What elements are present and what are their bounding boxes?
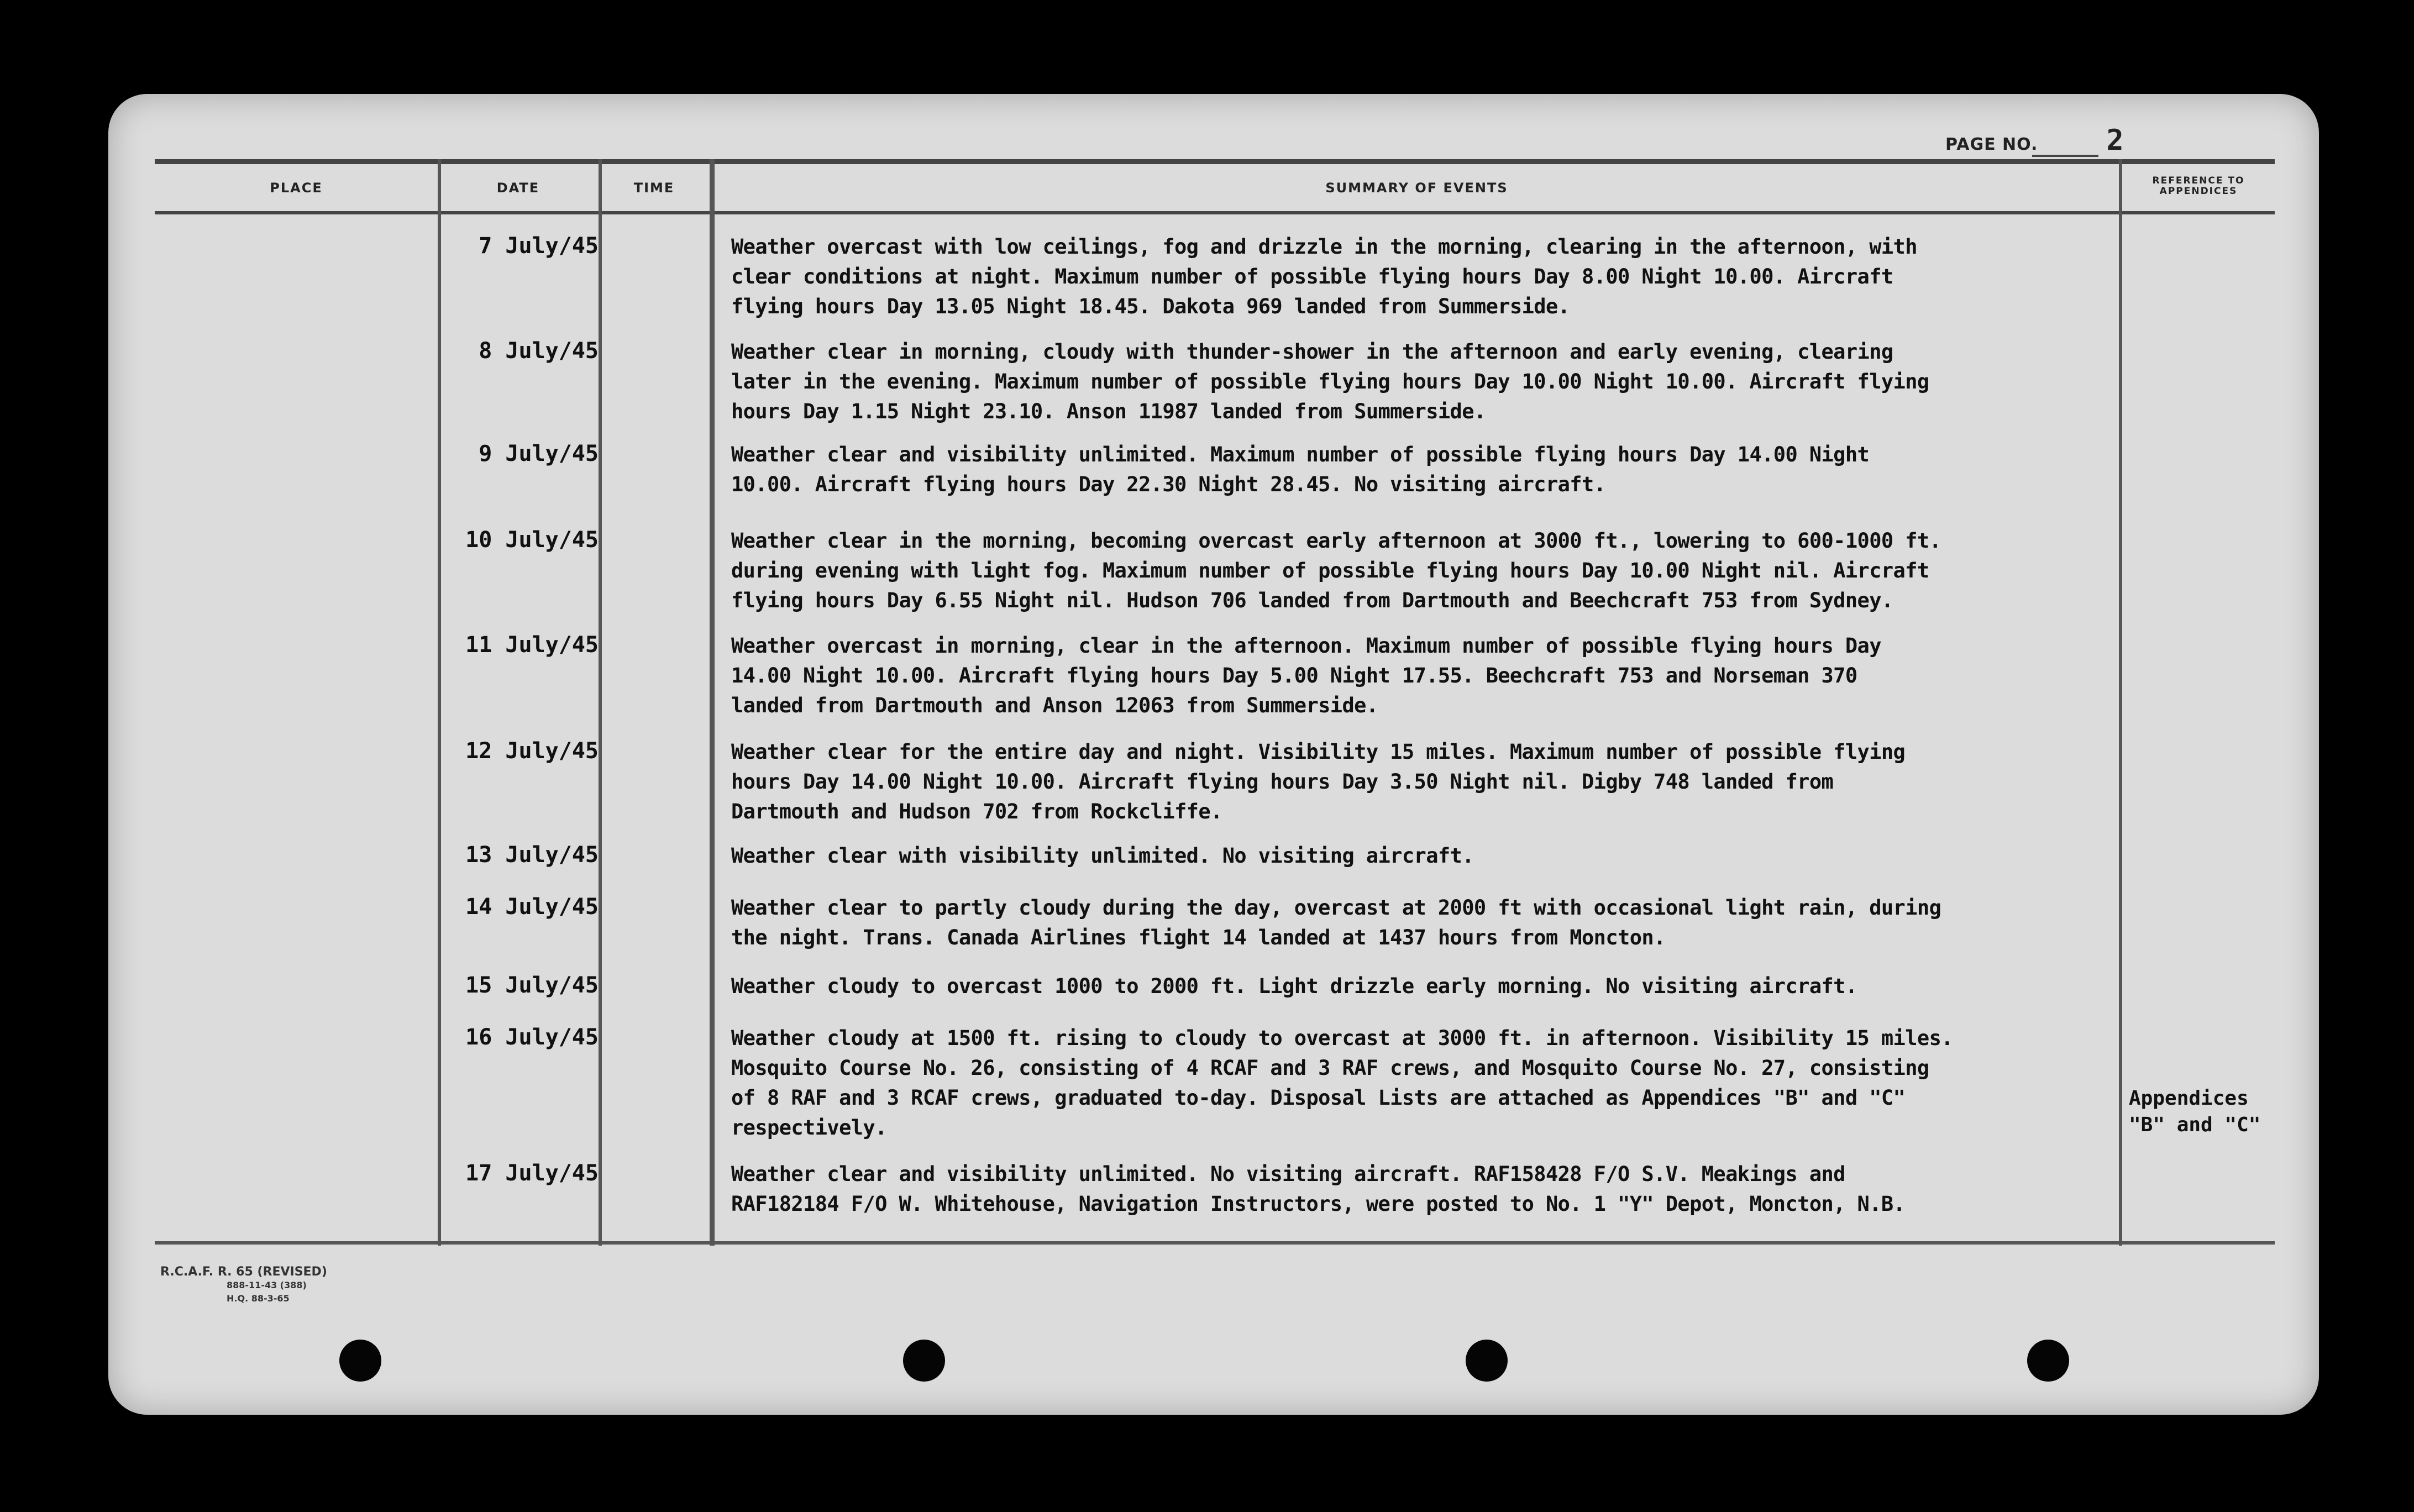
entry-date: 9 July/45: [479, 441, 599, 466]
entry-date: 8 July/45: [479, 338, 599, 364]
header-place: PLACE: [270, 180, 323, 196]
event-summary: Weather clear to partly cloudy during the day, overcast at 2000 ft with occasional light rain, during the night. Trans. Canada Airlines flight 14 landed at 1437 hours from Moncton.: [731, 896, 1941, 949]
event-summary: Weather clear in the morning, becoming overcast early afternoon at 3000 ft., lowering to 600-1000 ft. during evening with light fog. Maximum number of possible flying hours Day 10.00 Night nil. Aircraft flying hours Day 6.55 Night nil. Hudson 706 landed from Dartmouth and Beechcraft 753 from Sydney.: [731, 529, 1941, 612]
bottom-rule: [155, 1241, 2275, 1245]
event-summary: Weather overcast with low ceilings, fog and drizzle in the morning, clearing in the afternoon, with clear conditions at night. Maximum number of possible flying hours Day 8.00 Night 10.00. Aircraft flying hours Day 13.05 Night 18.45. Dakota 969 landed from Summerside.: [731, 235, 1917, 318]
binder-hole: [2027, 1340, 2069, 1382]
appendix-reference: Appendices "B" and "C": [2129, 1087, 2261, 1136]
event-summary: Weather overcast in morning, clear in the afternoon. Maximum number of possible flying hours Day 14.00 Night 10.00. Aircraft flying hours Day 5.00 Night 17.55. Beechcraft 753 and Norseman 370 landed from Dartmouth and Anson 12063 from Summerside.: [731, 634, 1881, 717]
header-date: DATE: [496, 180, 540, 196]
date-column: [438, 159, 599, 1241]
entry-date: 13 July/45: [465, 842, 599, 868]
entry-date: 14 July/45: [465, 894, 599, 920]
entry-date: 11 July/45: [465, 632, 599, 658]
page-number: 2: [2106, 124, 2124, 157]
time-summary-divider: [710, 159, 715, 1246]
form-print-code: 888-11-43 (388): [227, 1280, 307, 1290]
binder-hole: [903, 1340, 945, 1382]
page-number-area: [1945, 124, 2124, 157]
event-summary: Weather cloudy to overcast 1000 to 2000 ft. Light drizzle early morning. No visiting aircraft.: [731, 974, 1857, 998]
entry-date: 17 July/45: [465, 1161, 599, 1186]
entry-date: 16 July/45: [465, 1025, 599, 1050]
form-number: R.C.A.F. R. 65 (REVISED): [160, 1265, 327, 1279]
binder-hole: [1466, 1340, 1508, 1382]
binder-hole: [339, 1340, 381, 1382]
entry-date: 7 July/45: [479, 233, 599, 259]
header-summary: SUMMARY OF EVENTS: [1325, 180, 1508, 196]
event-summary: Weather cloudy at 1500 ft. rising to cloudy to overcast at 3000 ft. in afternoon. Visibility 15 miles. Mosquito Course No. 26, consisting of 4 RCAF and 3 RAF crews, and Mosquito Course No. 27, consisting of 8 RAF and 3 RCAF crews, graduated to-day. Disposal Lists are attached as Appendices "B" and "C" respectively.: [731, 1026, 1953, 1140]
event-summary: Weather clear in morning, cloudy with thunder-shower in the afternoon and early evening, clearing later in the evening. Maximum number of possible flying hours Day 10.00 Night 10.00. Aircraft flying hours Day 1.15 Night 23.10. Anson 11987 landed from Summerside.: [731, 340, 1929, 423]
event-summary: Weather clear and visibility unlimited. No visiting aircraft. RAF158428 F/O S.V. Meakings and RAF182184 F/O W. Whitehouse, Navigation Instructors, were posted to No. 1 "Y" Depot, Moncton, N.B.: [731, 1162, 1906, 1216]
entry-date: 12 July/45: [465, 738, 599, 764]
event-summary: Weather clear with visibility unlimited. No visiting aircraft.: [731, 844, 1474, 868]
event-summary: Weather clear and visibility unlimited. Maximum number of possible flying hours Day 14.00 Night 10.00. Aircraft flying hours Day 22.30 Night 28.45. No visiting aircraft.: [731, 443, 1870, 496]
form-hq-code: H.Q. 88-3-65: [227, 1293, 290, 1304]
page-number-label: PAGE NO.: [1945, 135, 2038, 154]
operations-record-form: [155, 159, 2275, 1246]
header-reference: REFERENCE TO APPENDICES: [2152, 175, 2245, 197]
header-time: TIME: [633, 180, 675, 196]
form-identifier: [160, 1266, 327, 1305]
entry-date: 10 July/45: [465, 527, 599, 553]
date-time-divider: [599, 159, 602, 1246]
entry-date: 15 July/45: [465, 973, 599, 998]
event-summary: Weather clear for the entire day and night. Visibility 15 miles. Maximum number of possible flying hours Day 14.00 Night 10.00. Aircraft flying hours Day 3.50 Night nil. Digby 748 landed from Dartmouth and Hudson 702 from Rockcliffe.: [731, 740, 1906, 823]
